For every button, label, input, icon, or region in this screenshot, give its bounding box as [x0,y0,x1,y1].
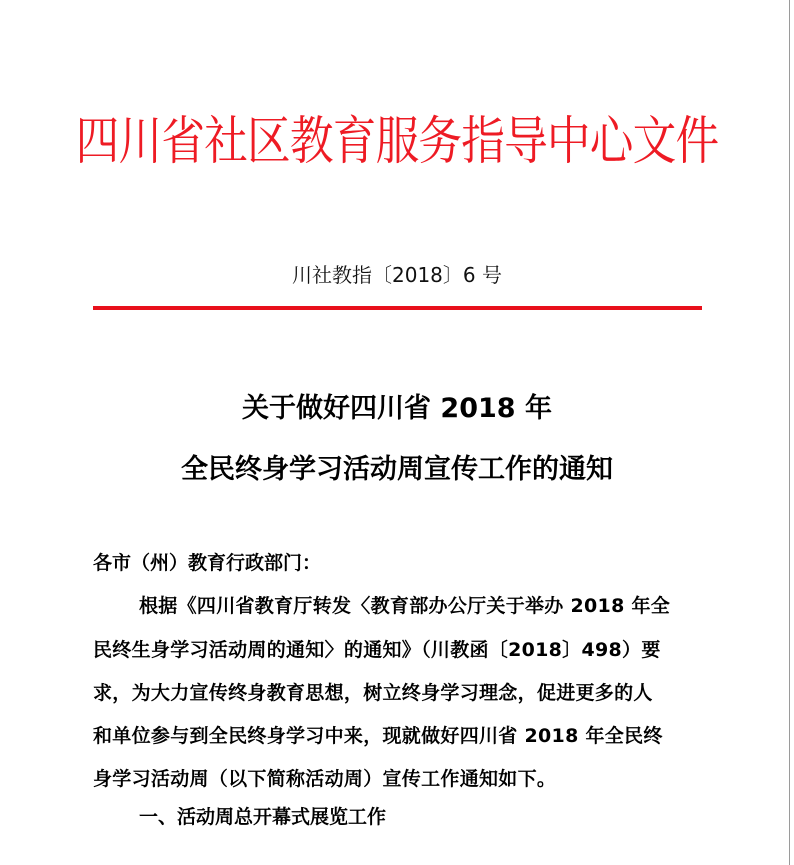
notice-title-line-2: 全民终身学习活动周宣传工作的通知 [181,454,613,485]
paragraph-line: 和单位参与到全民终身学习中来，现就做好四川省 2018 年全民终 [93,725,663,747]
paragraph-line: 身学习活动周（以下简称活动周）宣传工作通知如下。 [93,768,557,790]
document-number: 川社教指〔2018〕6 号 [292,263,502,287]
paragraph-line: 民终生身学习活动周的通知〉的通知》（川教函〔2018〕498）要 [93,639,661,661]
paragraph-line: 求，为大力宣传终身教育思想，树立终身学习理念，促进更多的人 [93,682,653,704]
salutation: 各市（州）教育行政部门： [93,552,322,574]
page-edge-divider [789,0,790,865]
red-header-rule [93,306,702,310]
section-heading: 一、活动周总开幕式展览工作 [139,806,387,828]
notice-title-line-1: 关于做好四川省 2018 年 [242,393,552,424]
header-org-title: 四川省社区教育服务指导中心文件 [75,112,719,172]
paragraph-line: 根据《四川省教育厅转发〈教育部办公厅关于举办 2018 年全 [139,595,671,617]
